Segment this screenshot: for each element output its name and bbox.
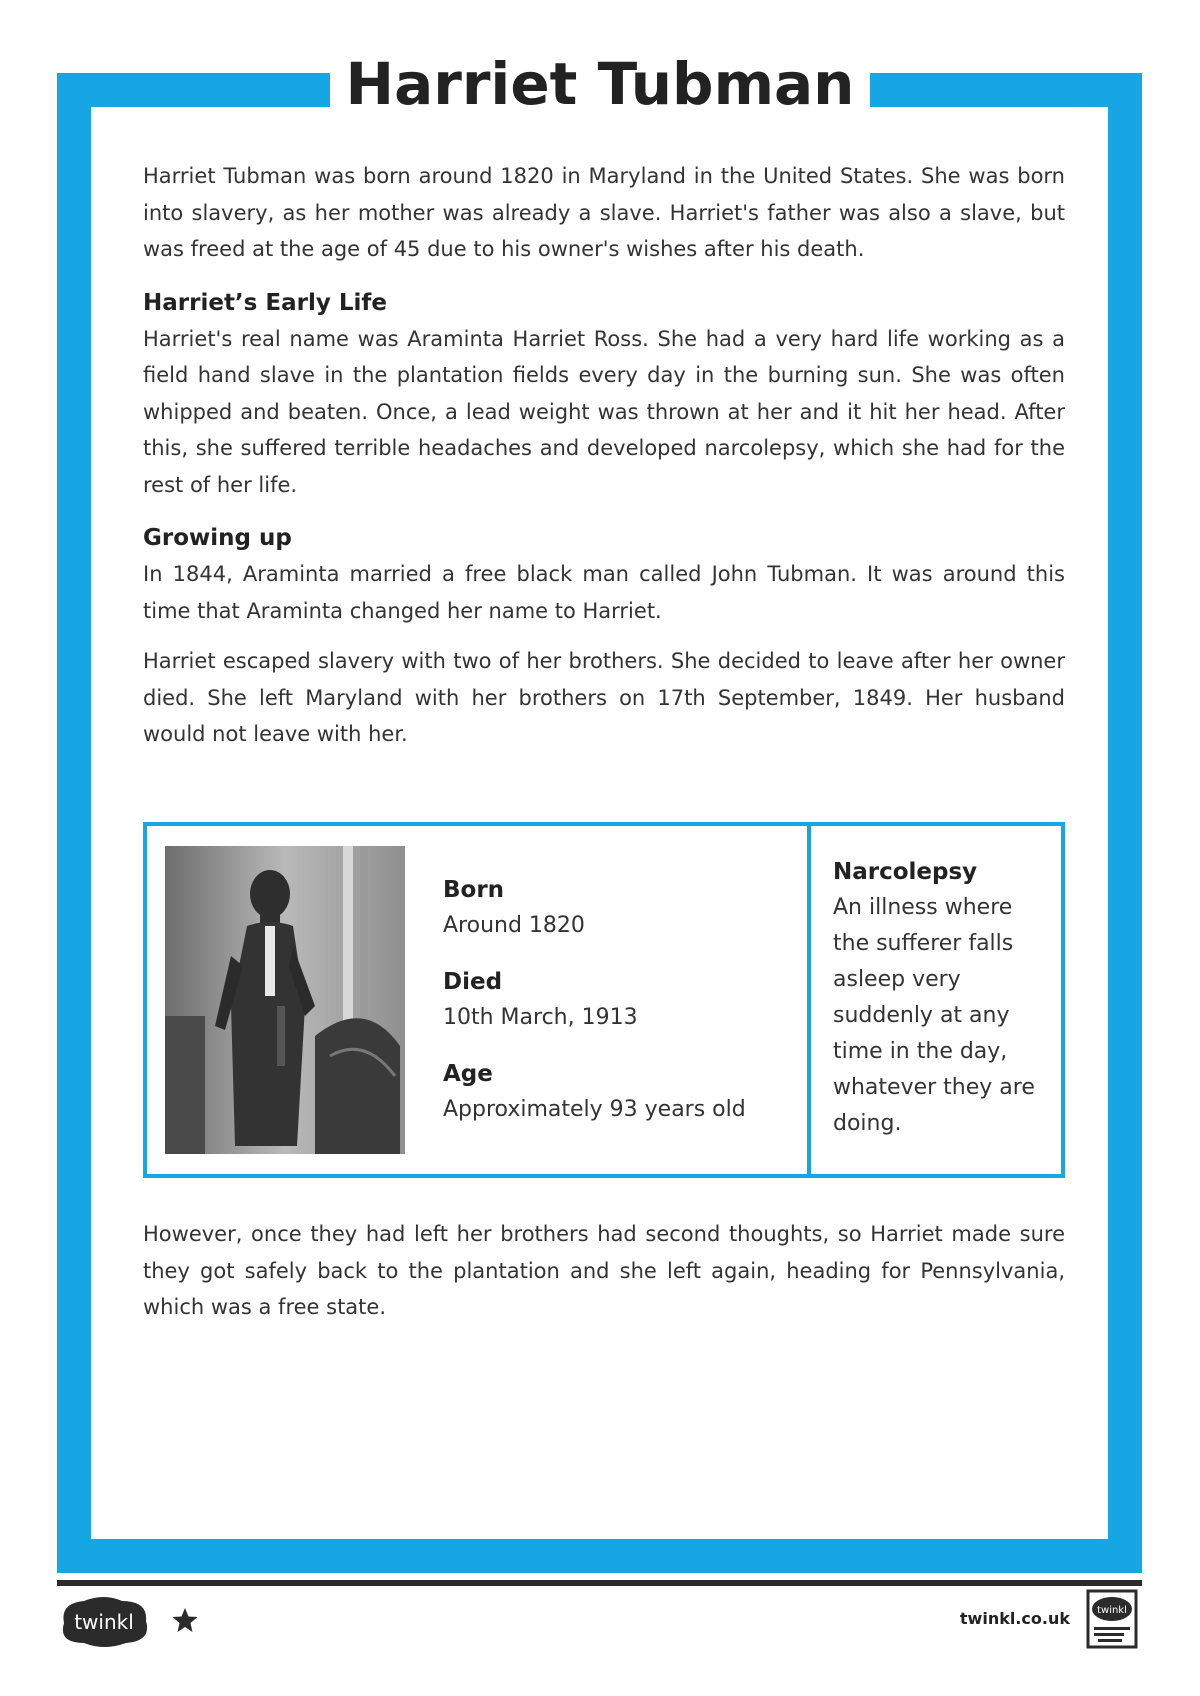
fact-box-divider (807, 826, 811, 1174)
portrait-photo (165, 846, 405, 1154)
glossary-definition: An illness where the sufferer falls asleep very suddenly at any time in the day, whatever they are doing. (833, 895, 1035, 1136)
growing-up-paragraph-1: In 1844, Araminta married a free black man called John Tubman. It was around this time that Araminta changed her name to Harriet. (143, 562, 1065, 623)
glossary (833, 854, 1053, 1142)
footer-rule (57, 1580, 1142, 1586)
closing-paragraph: However, once they had left her brothers had second thoughts, so Harriet made sure they got safely back to the plantation and she left again, heading for Pennsylvania, which was a free state. (143, 1222, 1065, 1319)
fact-value-died: 10th March, 1913 (443, 1005, 638, 1030)
fact-box (143, 822, 1065, 1178)
fact-value-age: Approximately 93 years old (443, 1097, 746, 1122)
fact-label-died: Died (443, 969, 503, 995)
twinkl-logo (56, 1593, 152, 1649)
key-facts (443, 872, 793, 1148)
intro-paragraph: Harriet Tubman was born around 1820 in Maryland in the United States. She was born into slavery, as her mother was already a slave. Harriet's father was also a slave, but was freed at the age of 45 due to his owner's wishes after his death. (143, 164, 1065, 261)
fact-label-age: Age (443, 1061, 493, 1087)
section-heading-early-life: Harriet’s Early Life (143, 289, 387, 316)
quality-badge-icon (1080, 1585, 1142, 1653)
closing-text (143, 1216, 1065, 1326)
growing-up-paragraph-2: Harriet escaped slavery with two of her brothers. She decided to leave after her owner died. She left Maryland with her brothers on 17th September, 1849. Her husband would not leave with her. (143, 649, 1065, 746)
badge-text: twinkl (1097, 1605, 1127, 1616)
star-icon (172, 1607, 198, 1633)
glossary-term: Narcolepsy (833, 859, 978, 885)
fact-value-born: Around 1820 (443, 913, 585, 938)
fact-label-born: Born (443, 877, 505, 903)
early-life-paragraph: Harriet's real name was Araminta Harriet Ross. She had a very hard life working as a field hand slave in the plantation fields every day in the burning sun. She was often whipped and beaten. Once, a lead weight was thrown at her and it hit her head. After this, she suffered terrible headaches and developed narcolepsy, which she had for the rest of her life. (143, 326, 1065, 497)
logo-text: twinkl (74, 1610, 134, 1634)
main-text (143, 158, 1065, 770)
section-heading-growing-up: Growing up (143, 525, 292, 551)
page-title: Harriet Tubman (330, 40, 870, 128)
site-url: twinkl.co.uk (959, 1609, 1070, 1628)
